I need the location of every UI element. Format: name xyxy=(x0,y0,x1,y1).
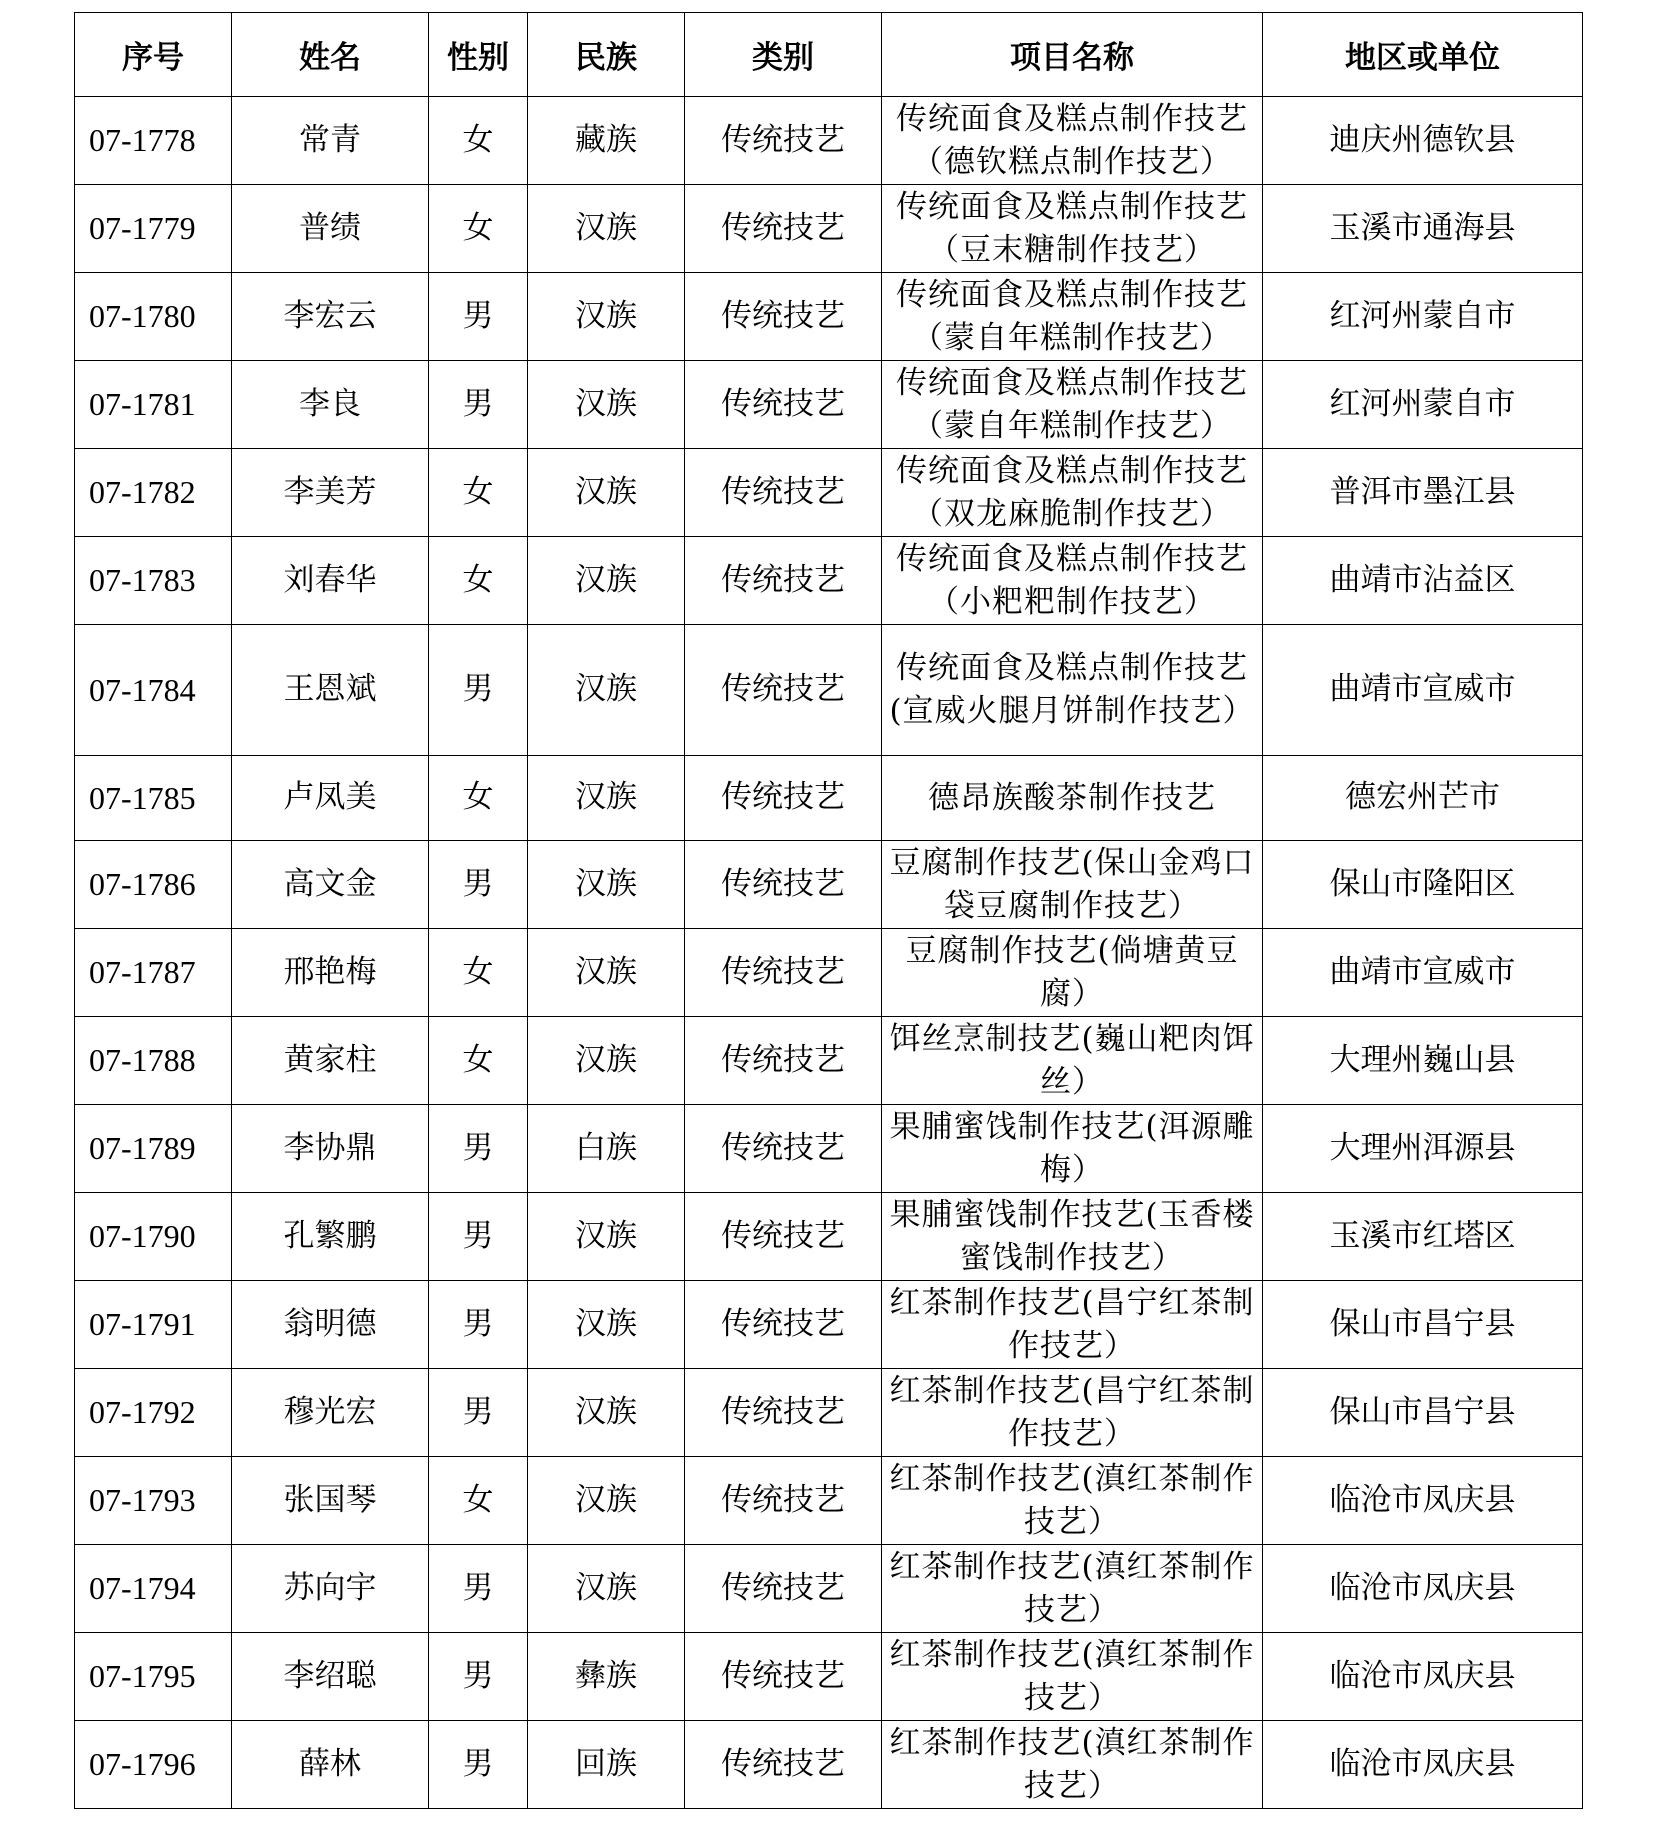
cell-project: 饵丝烹制技艺(巍山粑肉饵丝） xyxy=(882,1017,1263,1105)
header-region: 地区或单位 xyxy=(1263,13,1583,97)
cell-seq: 07-1789 xyxy=(75,1105,232,1193)
cell-project: 果脯蜜饯制作技艺(洱源雕梅） xyxy=(882,1105,1263,1193)
header-ethnicity: 民族 xyxy=(528,13,685,97)
cell-name: 李宏云 xyxy=(232,273,429,361)
cell-gender: 男 xyxy=(429,1721,528,1809)
cell-region: 大理州洱源县 xyxy=(1263,1105,1583,1193)
cell-project: 传统面食及糕点制作技艺（蒙自年糕制作技艺） xyxy=(882,273,1263,361)
cell-seq: 07-1779 xyxy=(75,185,232,273)
cell-category: 传统技艺 xyxy=(685,625,882,756)
cell-region: 红河州蒙自市 xyxy=(1263,361,1583,449)
cell-category: 传统技艺 xyxy=(685,273,882,361)
cell-seq: 07-1782 xyxy=(75,449,232,537)
cell-ethnicity: 藏族 xyxy=(528,97,685,185)
cell-ethnicity: 汉族 xyxy=(528,1193,685,1281)
cell-project: 传统面食及糕点制作技艺（蒙自年糕制作技艺） xyxy=(882,361,1263,449)
cell-gender: 男 xyxy=(429,1545,528,1633)
cell-name: 高文金 xyxy=(232,841,429,929)
table-row xyxy=(75,361,1583,449)
cell-seq: 07-1784 xyxy=(75,625,232,756)
cell-ethnicity: 彝族 xyxy=(528,1633,685,1721)
cell-category: 传统技艺 xyxy=(685,537,882,625)
header-name: 姓名 xyxy=(232,13,429,97)
cell-gender: 男 xyxy=(429,1281,528,1369)
table-row xyxy=(75,841,1583,929)
cell-region: 曲靖市宣威市 xyxy=(1263,929,1583,1017)
cell-region: 玉溪市通海县 xyxy=(1263,185,1583,273)
header-project: 项目名称 xyxy=(882,13,1263,97)
cell-name: 邢艳梅 xyxy=(232,929,429,1017)
cell-seq: 07-1781 xyxy=(75,361,232,449)
cell-gender: 女 xyxy=(429,929,528,1017)
cell-name: 刘春华 xyxy=(232,537,429,625)
table-row xyxy=(75,1281,1583,1369)
cell-project: 豆腐制作技艺(倘塘黄豆腐） xyxy=(882,929,1263,1017)
cell-seq: 07-1793 xyxy=(75,1457,232,1545)
cell-seq: 07-1791 xyxy=(75,1281,232,1369)
cell-gender: 男 xyxy=(429,273,528,361)
cell-seq: 07-1796 xyxy=(75,1721,232,1809)
table-row xyxy=(75,1721,1583,1809)
cell-project: 德昂族酸茶制作技艺 xyxy=(882,756,1263,841)
cell-seq: 07-1788 xyxy=(75,1017,232,1105)
cell-ethnicity: 汉族 xyxy=(528,841,685,929)
cell-region: 曲靖市宣威市 xyxy=(1263,625,1583,756)
cell-seq: 07-1790 xyxy=(75,1193,232,1281)
cell-gender: 女 xyxy=(429,756,528,841)
table-row xyxy=(75,1193,1583,1281)
cell-ethnicity: 汉族 xyxy=(528,273,685,361)
cell-category: 传统技艺 xyxy=(685,929,882,1017)
cell-region: 临沧市凤庆县 xyxy=(1263,1721,1583,1809)
cell-project: 红茶制作技艺(滇红茶制作技艺） xyxy=(882,1545,1263,1633)
cell-seq: 07-1780 xyxy=(75,273,232,361)
table-row xyxy=(75,1545,1583,1633)
cell-name: 孔繁鹏 xyxy=(232,1193,429,1281)
table-row xyxy=(75,1017,1583,1105)
cell-name: 黄家柱 xyxy=(232,1017,429,1105)
table-row xyxy=(75,1457,1583,1545)
cell-category: 传统技艺 xyxy=(685,756,882,841)
cell-project: 红茶制作技艺(滇红茶制作技艺） xyxy=(882,1457,1263,1545)
cell-category: 传统技艺 xyxy=(685,1281,882,1369)
cell-region: 曲靖市沾益区 xyxy=(1263,537,1583,625)
table-row xyxy=(75,1369,1583,1457)
cell-gender: 男 xyxy=(429,1633,528,1721)
table-row xyxy=(75,449,1583,537)
table-row xyxy=(75,97,1583,185)
table-row xyxy=(75,1105,1583,1193)
cell-project: 传统面食及糕点制作技艺（德钦糕点制作技艺） xyxy=(882,97,1263,185)
cell-category: 传统技艺 xyxy=(685,841,882,929)
cell-gender: 男 xyxy=(429,1105,528,1193)
cell-gender: 男 xyxy=(429,361,528,449)
table-row xyxy=(75,1633,1583,1721)
cell-project: 红茶制作技艺(昌宁红茶制作技艺） xyxy=(882,1281,1263,1369)
cell-ethnicity: 汉族 xyxy=(528,185,685,273)
cell-region: 保山市隆阳区 xyxy=(1263,841,1583,929)
cell-gender: 男 xyxy=(429,1369,528,1457)
cell-region: 临沧市凤庆县 xyxy=(1263,1633,1583,1721)
table-row xyxy=(75,756,1583,841)
cell-ethnicity: 汉族 xyxy=(528,929,685,1017)
table-row xyxy=(75,537,1583,625)
table-row xyxy=(75,273,1583,361)
cell-category: 传统技艺 xyxy=(685,1633,882,1721)
cell-category: 传统技艺 xyxy=(685,1721,882,1809)
cell-name: 苏向宇 xyxy=(232,1545,429,1633)
table-row xyxy=(75,185,1583,273)
cell-name: 薛林 xyxy=(232,1721,429,1809)
cell-gender: 女 xyxy=(429,1457,528,1545)
cell-name: 常青 xyxy=(232,97,429,185)
cell-region: 普洱市墨江县 xyxy=(1263,449,1583,537)
cell-ethnicity: 汉族 xyxy=(528,625,685,756)
cell-project: 传统面食及糕点制作技艺（双龙麻脆制作技艺） xyxy=(882,449,1263,537)
cell-ethnicity: 汉族 xyxy=(528,1017,685,1105)
cell-gender: 男 xyxy=(429,841,528,929)
cell-name: 王恩斌 xyxy=(232,625,429,756)
cell-category: 传统技艺 xyxy=(685,1105,882,1193)
cell-project: 红茶制作技艺(昌宁红茶制作技艺） xyxy=(882,1369,1263,1457)
cell-gender: 男 xyxy=(429,1193,528,1281)
cell-project: 传统面食及糕点制作技艺（小粑粑制作技艺） xyxy=(882,537,1263,625)
header-gender: 性别 xyxy=(429,13,528,97)
cell-project: 红茶制作技艺(滇红茶制作技艺） xyxy=(882,1633,1263,1721)
table-row xyxy=(75,929,1583,1017)
table-body xyxy=(75,97,1583,1809)
cell-gender: 女 xyxy=(429,1017,528,1105)
cell-gender: 女 xyxy=(429,185,528,273)
cell-name: 卢凤美 xyxy=(232,756,429,841)
cell-gender: 男 xyxy=(429,625,528,756)
cell-ethnicity: 汉族 xyxy=(528,449,685,537)
cell-category: 传统技艺 xyxy=(685,1457,882,1545)
cell-name: 李绍聪 xyxy=(232,1633,429,1721)
header-seq: 序号 xyxy=(75,13,232,97)
cell-ethnicity: 白族 xyxy=(528,1105,685,1193)
cell-name: 李协鼎 xyxy=(232,1105,429,1193)
cell-category: 传统技艺 xyxy=(685,1017,882,1105)
cell-region: 迪庆州德钦县 xyxy=(1263,97,1583,185)
cell-region: 保山市昌宁县 xyxy=(1263,1369,1583,1457)
cell-gender: 女 xyxy=(429,97,528,185)
cell-ethnicity: 汉族 xyxy=(528,1545,685,1633)
cell-ethnicity: 汉族 xyxy=(528,361,685,449)
cell-ethnicity: 汉族 xyxy=(528,756,685,841)
cell-region: 玉溪市红塔区 xyxy=(1263,1193,1583,1281)
cell-category: 传统技艺 xyxy=(685,449,882,537)
cell-gender: 女 xyxy=(429,537,528,625)
inheritor-table xyxy=(74,12,1583,1809)
cell-category: 传统技艺 xyxy=(685,185,882,273)
cell-project: 传统面食及糕点制作技艺(宣威火腿月饼制作技艺） xyxy=(882,625,1263,756)
table-row xyxy=(75,625,1583,756)
cell-seq: 07-1783 xyxy=(75,537,232,625)
cell-ethnicity: 汉族 xyxy=(528,1457,685,1545)
header-category: 类别 xyxy=(685,13,882,97)
cell-gender: 女 xyxy=(429,449,528,537)
cell-category: 传统技艺 xyxy=(685,1193,882,1281)
cell-region: 大理州巍山县 xyxy=(1263,1017,1583,1105)
cell-region: 临沧市凤庆县 xyxy=(1263,1457,1583,1545)
cell-ethnicity: 回族 xyxy=(528,1721,685,1809)
cell-category: 传统技艺 xyxy=(685,1369,882,1457)
cell-project: 果脯蜜饯制作技艺(玉香楼蜜饯制作技艺） xyxy=(882,1193,1263,1281)
cell-project: 红茶制作技艺(滇红茶制作技艺） xyxy=(882,1721,1263,1809)
cell-ethnicity: 汉族 xyxy=(528,537,685,625)
cell-seq: 07-1787 xyxy=(75,929,232,1017)
cell-category: 传统技艺 xyxy=(685,361,882,449)
cell-seq: 07-1792 xyxy=(75,1369,232,1457)
cell-region: 红河州蒙自市 xyxy=(1263,273,1583,361)
cell-ethnicity: 汉族 xyxy=(528,1281,685,1369)
cell-category: 传统技艺 xyxy=(685,1545,882,1633)
cell-region: 德宏州芒市 xyxy=(1263,756,1583,841)
cell-seq: 07-1778 xyxy=(75,97,232,185)
cell-project: 豆腐制作技艺(保山金鸡口袋豆腐制作技艺） xyxy=(882,841,1263,929)
cell-name: 张国琴 xyxy=(232,1457,429,1545)
cell-ethnicity: 汉族 xyxy=(528,1369,685,1457)
cell-seq: 07-1786 xyxy=(75,841,232,929)
cell-name: 普绩 xyxy=(232,185,429,273)
cell-name: 穆光宏 xyxy=(232,1369,429,1457)
cell-region: 临沧市凤庆县 xyxy=(1263,1545,1583,1633)
cell-name: 翁明德 xyxy=(232,1281,429,1369)
cell-name: 李美芳 xyxy=(232,449,429,537)
cell-region: 保山市昌宁县 xyxy=(1263,1281,1583,1369)
table-header-row xyxy=(75,13,1583,97)
cell-seq: 07-1785 xyxy=(75,756,232,841)
cell-name: 李良 xyxy=(232,361,429,449)
cell-project: 传统面食及糕点制作技艺（豆末糖制作技艺） xyxy=(882,185,1263,273)
cell-seq: 07-1795 xyxy=(75,1633,232,1721)
cell-seq: 07-1794 xyxy=(75,1545,232,1633)
cell-category: 传统技艺 xyxy=(685,97,882,185)
